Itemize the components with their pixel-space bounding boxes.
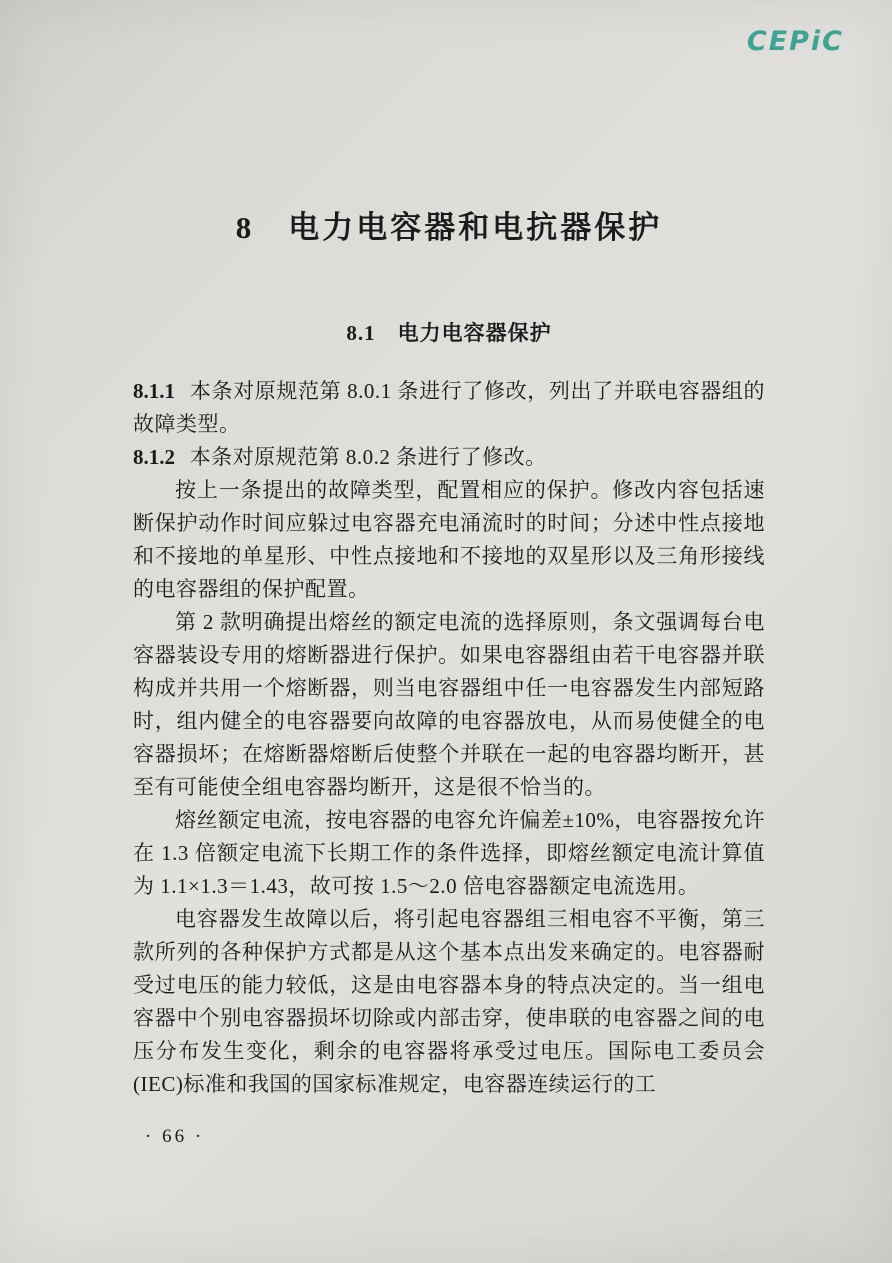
paragraph-8-1-2 — [133, 441, 765, 474]
paragraph-text: 本条对原规范第 8.0.2 条进行了修改。 — [189, 445, 547, 469]
cepic-logo: CEPiC — [746, 26, 844, 57]
paragraph-8-1-1 — [133, 375, 765, 441]
paragraph-fuse-rated-current: 熔丝额定电流，按电容器的电容允许偏差±10%，电容器按允许在 1.3 倍额定电流下长期工作的条件选择，即熔丝额定电流计算值为 1.1×1.3＝1.43，故可按 1.5～2.0 倍电容器额定电流选用。 — [133, 808, 765, 898]
chapter-title: 8 电力电容器和电抗器保护 — [235, 210, 663, 245]
paragraph-protection-config: 按上一条提出的故障类型，配置相应的保护。修改内容包括速断保护动作时间应躲过电容器充电涌流时的时间；分述中性点接地和不接地的单星形、中性点接地和不接地的双星形以及三角形接线的电容器组的保护配置。 — [133, 478, 765, 601]
paragraph-fuse-selection: 第 2 款明确提出熔丝的额定电流的选择原则，条文强调每台电容器装设专用的熔断器进行保护。如果电容器组由若干电容器并联构成并共用一个熔断器，则当电容器组中任一电容器发生内部短路时，组内健全的电容器要向故障的电容器放电，从而易使健全的电容器损坏；在熔断器熔断后使整个并联在一起的电容器均断开，甚至有可能使全组电容器均断开，这是很不恰当的。 — [133, 610, 765, 799]
paragraph-capacitor-fault: 电容器发生故障以后，将引起电容器组三相电容不平衡，第三款所列的各种保护方式都是从这个基本点出发来确定的。电容器耐受过电压的能力较低，这是由电容器本身的特点决定的。当一组电容器中个别电容器损坏切除或内部击穿，使串联的电容器之间的电压分布发生变化，剩余的电容器将承受过电压。国际电工委员会(IEC)标准和我国的国家标准规定，电容器连续运行的工 — [133, 907, 765, 1096]
clause-number-8-1-1: 8.1.1 — [133, 379, 175, 403]
section-title: 8.1 电力电容器保护 — [346, 321, 552, 345]
clause-number-8-1-2: 8.1.2 — [133, 445, 175, 469]
page-number: · 66 · — [145, 1126, 205, 1147]
page-content — [133, 0, 765, 1101]
body-text — [133, 375, 765, 1101]
paragraph-text: 本条对原规范第 8.0.1 条进行了修改，列出了并联电容器组的故障类型。 — [133, 379, 765, 436]
